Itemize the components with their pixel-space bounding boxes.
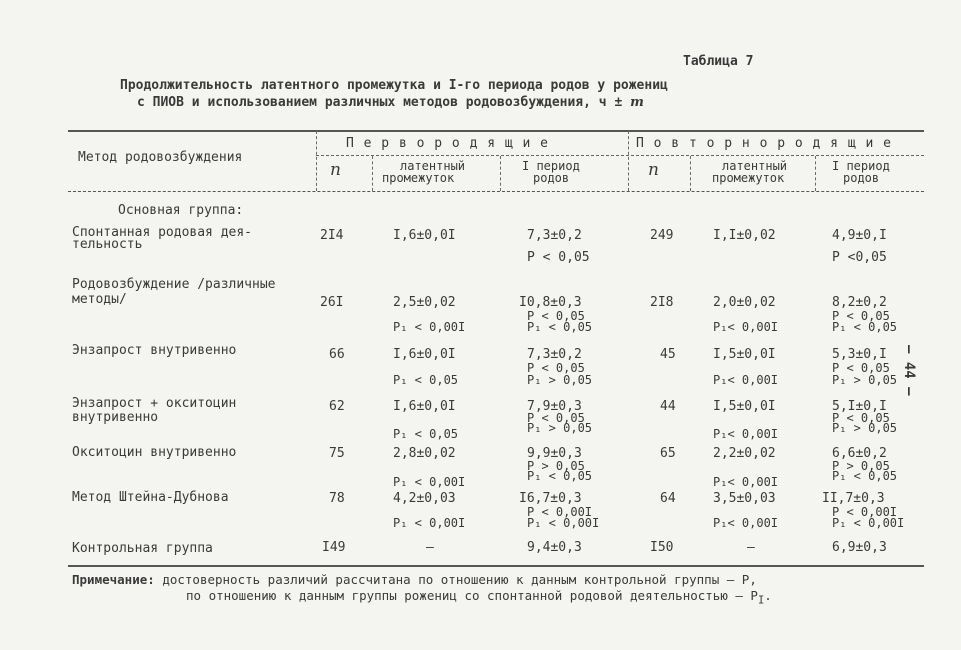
cell-n2: 45 — [660, 347, 676, 362]
cell-p1-per1: P₁ > 0,05 — [527, 421, 593, 435]
cell-n1: 75 — [329, 446, 345, 461]
cell-p-per1: P < 0,05 — [527, 309, 585, 323]
table-top-rule — [68, 130, 924, 132]
header-period-1b: родов — [533, 171, 570, 185]
row-label-spontaneous: Спонтанная родовая дея- — [72, 225, 253, 240]
col-divider-n2 — [690, 156, 691, 191]
cell-p1-per2: P₁ > 0,05 — [832, 373, 898, 387]
row-label-control: Контрольная группа — [72, 541, 213, 556]
cell-p1-lat1: P₁ < 0,00I — [393, 475, 466, 489]
cell-per2: 6,6±0,2 — [832, 446, 887, 461]
cell-per2: 4,9±0,I — [832, 228, 887, 243]
cell-per1: I0,8±0,3 — [519, 295, 582, 310]
cell-lat2: I,5±0,0I — [713, 347, 776, 362]
cell-n2: 65 — [660, 446, 676, 461]
cell-n1: 62 — [329, 399, 345, 414]
row-label-enzaprost-oxytocin: Энзапрост + окситоцин — [72, 396, 237, 411]
header-latent-2a: латентный — [722, 159, 788, 173]
note-line-2: по отношению к данным группы рожениц со спонтанной родовой деятельностью – $P_I$. — [186, 588, 772, 607]
header-n-2: n — [648, 160, 659, 180]
cell-p-per1: P < 0,05 — [527, 361, 585, 375]
cell-p1-per2: P₁ < 0,00I — [832, 516, 905, 530]
row-label-induction-2: методы/ — [72, 292, 127, 307]
cell-n1: 78 — [329, 491, 345, 506]
caption-line-2-text: с ПИОВ и использованием различных методов родовозбуждения, ч — [137, 95, 607, 110]
cell-lat1: 4,2±0,03 — [393, 491, 456, 506]
cell-n2: I50 — [650, 540, 674, 555]
header-latent-1b: промежуток — [382, 171, 455, 185]
cell-p1-per2: P₁ > 0,05 — [832, 421, 898, 435]
row-label-main-group: Основная группа: — [118, 203, 244, 218]
cell-p1-per1: P₁ > 0,05 — [527, 373, 593, 387]
cell-lat2: – — [747, 540, 755, 555]
cell-p1-lat2: P₁< 0,00I — [713, 475, 779, 489]
header-multiparous: П о в т о р н о р о д я щ и е — [636, 136, 892, 151]
cell-n1: 2I4 — [320, 228, 344, 243]
cell-n1: 66 — [329, 347, 345, 362]
cell-p-per2: P < 0,05 — [832, 361, 890, 375]
cell-n2: 2I8 — [650, 295, 674, 310]
header-latent-1a: латентный — [400, 159, 466, 173]
cell-p1-per1: P₁ < 0,00I — [527, 516, 600, 530]
cell-p-per2: P < 0,00I — [832, 505, 898, 519]
note-text-2: по отношению к данным группы рожениц со спонтанной родовой деятельностью – P — [186, 588, 758, 603]
header-period-2a: I период — [832, 159, 890, 173]
cell-per2: 5,I±0,I — [832, 399, 887, 414]
header-latent-2b: промежуток — [712, 171, 785, 185]
note-subscript: I — [757, 594, 765, 607]
cell-per1: 9,9±0,3 — [527, 446, 582, 461]
row-label-enzaprost-oxytocin-2: внутривенно — [72, 410, 159, 425]
cell-lat2: 2,0±0,02 — [713, 295, 776, 310]
header-primiparous: П е р в о р о д я щ и е — [346, 136, 550, 151]
cell-per1: 7,3±0,2 — [527, 347, 582, 362]
col-divider-lat1 — [500, 156, 501, 191]
cell-per1: 9,4±0,3 — [527, 540, 582, 555]
page-number: – 44 – — [901, 345, 917, 396]
header-n-1: n — [330, 160, 341, 180]
col-divider-group — [628, 131, 629, 191]
cell-p-per1: P < 0,05 — [527, 411, 585, 425]
row-label-induction: Родовозбуждение /различные — [72, 277, 276, 292]
cell-per1: I6,7±0,3 — [519, 491, 582, 506]
cell-p1-per2: P₁ < 0,05 — [832, 320, 898, 334]
col-divider-lat2 — [815, 156, 816, 191]
cell-per1: 7,3±0,2 — [527, 228, 582, 243]
row-label-stein-dubnov: Метод Штейна-Дубнова — [72, 490, 229, 505]
row-label-spontaneous-2: тельность — [72, 237, 143, 252]
note-label: Примечание: — [72, 572, 155, 587]
cell-p1-lat2: P₁< 0,00I — [713, 516, 779, 530]
cell-p1-per1: P₁ < 0,05 — [527, 320, 593, 334]
row-label-enzaprost: Энзапрост внутривенно — [72, 343, 237, 358]
cell-p-per1: P < 0,05 — [527, 250, 590, 265]
cell-lat2: I,5±0,0I — [713, 399, 776, 414]
caption-line-2 — [137, 95, 644, 110]
cell-lat2: 3,5±0,03 — [713, 491, 776, 506]
cell-p1-lat2: P₁< 0,00I — [713, 427, 779, 441]
cell-lat1: I,6±0,0I — [393, 228, 456, 243]
note-text-1: достоверность различий рассчитана по отношению к данным контрольной группы – P, — [162, 572, 757, 587]
cell-per1: 7,9±0,3 — [527, 399, 582, 414]
cell-p1-lat1: P₁ < 0,00I — [393, 320, 466, 334]
cell-p-per1: P < 0,00I — [527, 505, 593, 519]
cell-p1-lat2: P₁< 0,00I — [713, 373, 779, 387]
cell-p1-per1: P₁ < 0,05 — [527, 469, 593, 483]
cell-lat1: I,6±0,0I — [393, 399, 456, 414]
header-method: Метод родовозбуждения — [78, 150, 243, 165]
cell-lat1: – — [426, 540, 434, 555]
cell-lat2: 2,2±0,02 — [713, 446, 776, 461]
cell-n1: 26I — [320, 295, 344, 310]
header-period-2b: родов — [843, 171, 880, 185]
cell-n2: 44 — [660, 399, 676, 414]
header-period-1a: I период — [522, 159, 580, 173]
cell-lat2: I,I±0,02 — [713, 228, 776, 243]
note-line-1 — [72, 572, 757, 587]
cell-per2: 5,3±0,I — [832, 347, 887, 362]
cell-lat1: 2,8±0,02 — [393, 446, 456, 461]
cell-p1-lat1: P₁ < 0,05 — [393, 427, 459, 441]
col-divider-n1 — [372, 156, 373, 191]
cell-p1-lat2: P₁< 0,00I — [713, 320, 779, 334]
caption-pm: ± — [614, 95, 623, 110]
cell-lat1: I,6±0,0I — [393, 347, 456, 362]
cell-n2: 249 — [650, 228, 674, 243]
cell-n2: 64 — [660, 491, 676, 506]
cell-p-per2: P > 0,05 — [832, 459, 890, 473]
table-number: Таблица 7 — [683, 54, 754, 69]
cell-p1-lat1: P₁ < 0,00I — [393, 516, 466, 530]
caption-line-1: Продолжительность латентного промежутка и I-го периода родов у рожениц — [120, 78, 668, 93]
caption-m: m — [630, 95, 644, 110]
cell-per2: II,7±0,3 — [822, 491, 885, 506]
cell-p1-per2: P₁ < 0,05 — [832, 469, 898, 483]
cell-p-per1: P > 0,05 — [527, 459, 585, 473]
col-divider-method — [316, 131, 317, 191]
cell-p-per2: P < 0,05 — [832, 309, 890, 323]
cell-per2: 6,9±0,3 — [832, 540, 887, 555]
row-label-oxytocin: Окситоцин внутривенно — [72, 445, 237, 460]
cell-p1-lat1: P₁ < 0,05 — [393, 373, 459, 387]
header-mid-rule — [316, 155, 924, 156]
cell-lat1: 2,5±0,02 — [393, 295, 456, 310]
cell-p-per2: P <0,05 — [832, 250, 887, 265]
table-bottom-rule — [68, 565, 924, 567]
cell-p-per2: P < 0,05 — [832, 411, 890, 425]
cell-per2: 8,2±0,2 — [832, 295, 887, 310]
cell-n1: I49 — [322, 540, 346, 555]
header-bottom-rule — [68, 191, 924, 192]
